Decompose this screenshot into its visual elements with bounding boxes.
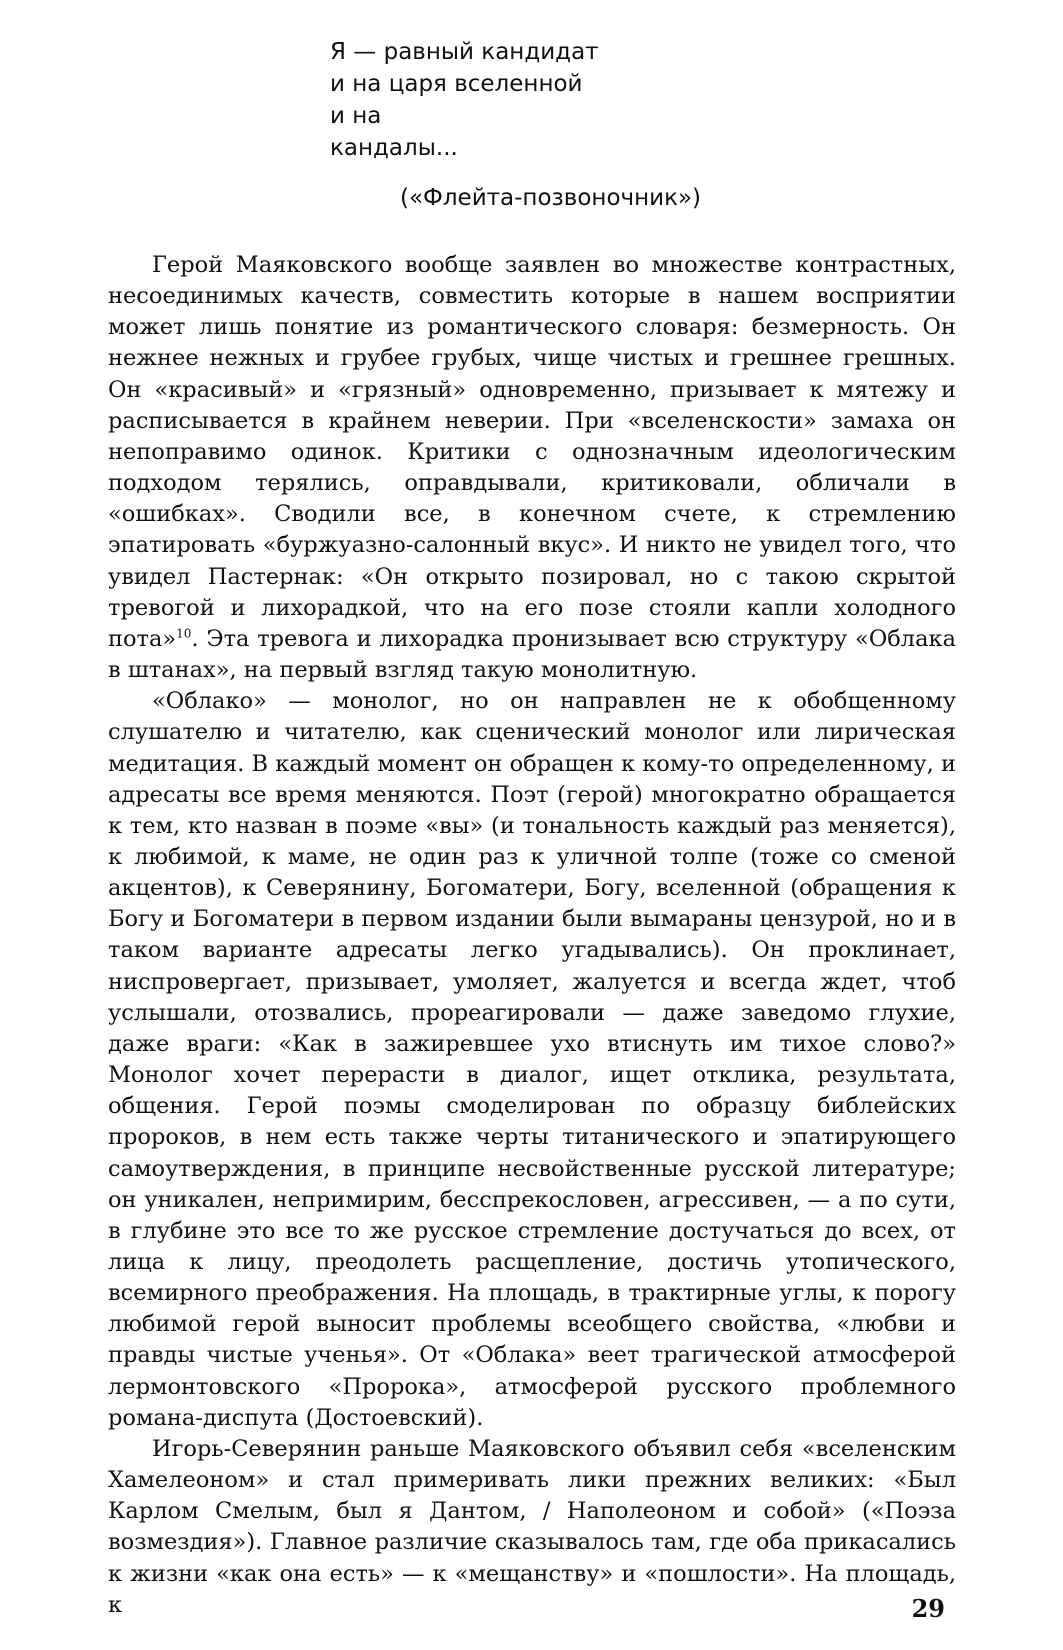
paragraph (108, 250, 956, 686)
paragraph-text-tail: . Эта тревога и лихорадка пронизывает всю структуру «Облака в штанах», на первый взгляд такую монолитную. (108, 625, 956, 684)
paragraph-text: Игорь-Северянин раньше Маяковского объявил себя «вселенским Хамелеоном» и стал примеривать лики прежних великих: «Был Карлом Смелым, был я Дантом, / Наполеоном и собой» («Поэза возмездия»). Главное различие сказывалось там, где оба прикасались к жизни «как она есть» — к «мещанству» и «пошлости». На площадь, к (108, 1435, 956, 1618)
footnote-marker: 10 (176, 626, 192, 641)
epigraph-line: Я — равный кандидат (330, 39, 599, 65)
page-number: 29 (911, 1594, 945, 1623)
epigraph-source: («Флейта-позвоночник») (400, 185, 702, 211)
epigraph-line: и на царя вселенной (330, 71, 583, 97)
paragraph (108, 686, 956, 1434)
epigraph (330, 36, 750, 214)
epigraph-line: кандалы... (330, 135, 458, 161)
paragraph-text: Герой Маяковского вообще заявлен во множестве контрастных, несоединимых качеств, совместить которые в нашем восприятии может лишь понятие из романтического словаря: безмерность. Он нежнее нежных и грубее грубых, чище чистых и грешнее грешных. Он «красивый» и «грязный» одновременно, призывает к мятежу и расписывается в крайнем неверии. При «вселенскости» замаха он непоправимо одинок. Критики с однозначным идеологическим подходом терялись, оправдывали, критиковали, обличали в «ошибках». Сводили все, в конечном счете, к стремлению эпатировать «буржуазно-салонный вкус». И никто не увидел того, что увидел Пастернак: «Он открыто позировал, но с такою скрытой тревогой и лихорадкой, что на его позе стояли капли холодного пота» (108, 252, 956, 652)
epigraph-line: и на (330, 103, 382, 129)
body-text (108, 250, 956, 1621)
paragraph-text: «Облако» — монолог, но он направлен не к обобщенному слушателю и читателю, как сценический монолог или лирическая медитация. В каждый момент он обращен к кому-то определенному, и адресаты все время меняются. Поэт (герой) многократно обращается к тем, кто назван в поэме «вы» (и тональность каждый раз меняется), к любимой, к маме, не один раз к уличной толпе (тоже со сменой акцентов), к Северянину, Богоматери, Богу, вселенной (обращения к Богу и Богоматери в первом издании были вымараны цензурой, но и в таком варианте адресаты легко угадывались). Он проклинает, ниспровергает, призывает, умоляет, жалуется и всегда ждет, чтоб услышали, отозвались, прореагировали — даже заведомо глухие, даже враги: «Как в зажиревшее ухо втиснуть им тихое слово?» Монолог хочет перерасти в диалог, ищет отклика, результата, общения. Герой поэмы смоделирован по образцу библейских пророков, в нем есть также черты титанического и эпатирующего самоутверждения, в принципе несвойственные русской литературе; он уникален, непримирим, бесспрекословен, агрессивен, — а по сути, в глубине это все то же русское стремление достучаться до всех, от лица к лицу, преодолеть расщепление, достичь утопического, всемирного преображения. На площадь, в трактирные углы, к порогу любимой герой выносит проблемы всеобщего свойства, «любви и правды чистые ученья». От «Облака» веет трагической атмосферой лермонтовского «Пророка», атмосферой русского проблемного романа-диспута (Достоевский). (108, 688, 956, 1431)
paragraph (108, 1434, 956, 1621)
